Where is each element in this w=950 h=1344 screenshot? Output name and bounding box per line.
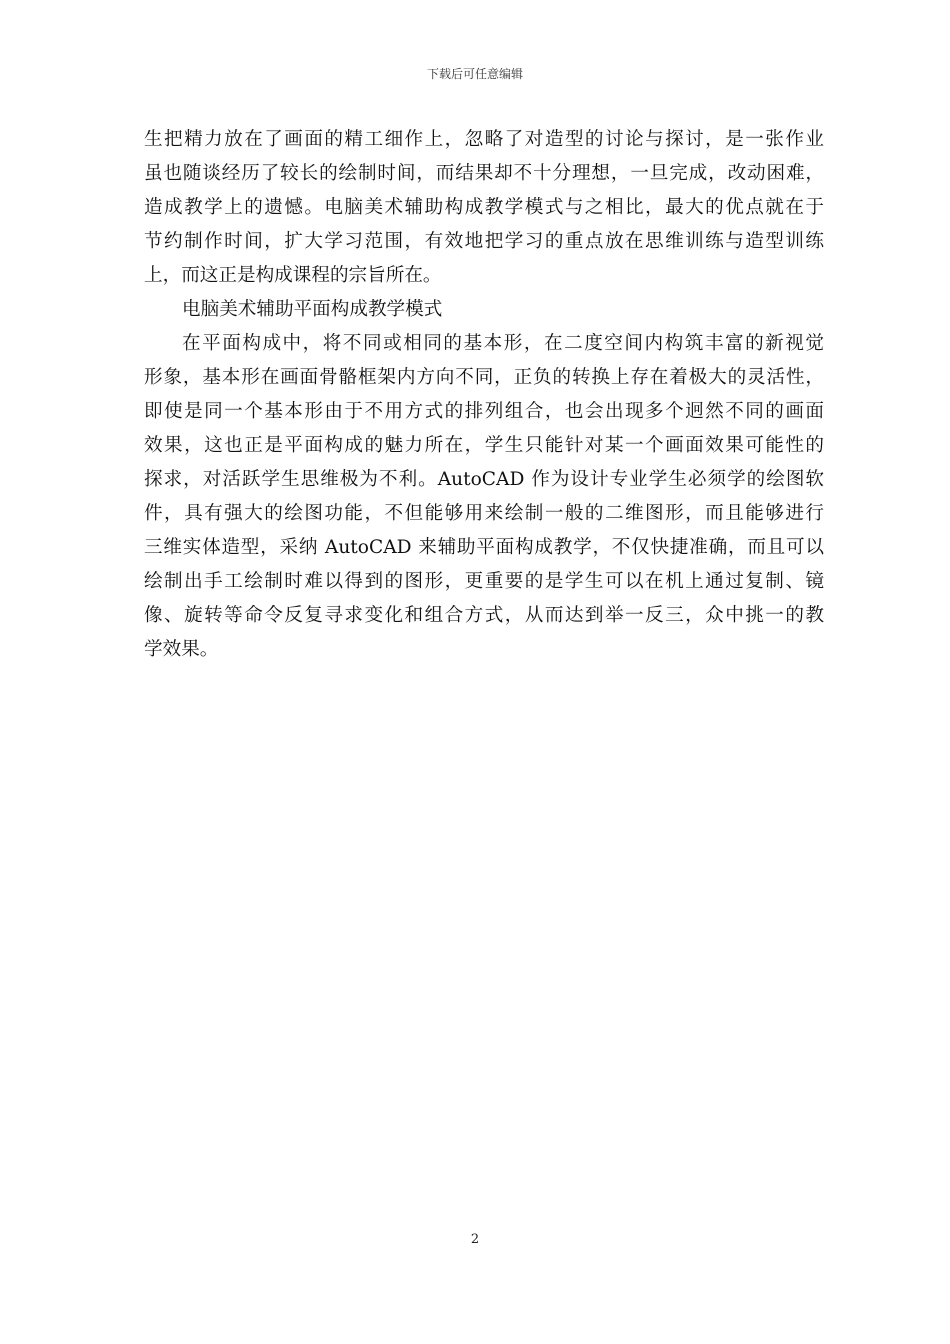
text-line: 在平面构成中，将不同或相同的基本形，在二度空间内构筑丰富的新视觉 xyxy=(182,333,824,354)
text-line: 效果，这也正是平面构成的魅力所在，学生只能针对某一个画面效果可能性的 xyxy=(144,435,824,456)
document-body xyxy=(144,123,824,667)
text-line: 即使是同一个基本形由于不用方式的排列组合，也会出现多个迥然不同的画面 xyxy=(144,401,824,422)
page-header: 下载后可任意编辑 xyxy=(426,67,523,81)
text-line: 造成教学上的遗憾。电脑美术辅助构成教学模式与之相比，最大的优点就在于 xyxy=(144,197,824,218)
section-heading: 电脑美术辅助平面构成教学模式 xyxy=(182,299,443,320)
paragraph-continued xyxy=(144,123,824,293)
page-number: 2 xyxy=(470,1232,480,1247)
text-line: 探求，对活跃学生思维极为不利。AutoCAD 作为设计专业学生必须学的绘图软 xyxy=(144,469,824,490)
text-line: 形象，基本形在画面骨骼框架内方向不同，正负的转换上存在着极大的灵活性， xyxy=(144,367,824,388)
text-line: 节约制作时间，扩大学习范围，有效地把学习的重点放在思维训练与造型训练 xyxy=(144,231,824,252)
text-line: 像、旋转等命令反复寻求变化和组合方式，从而达到举一反三，众中挑一的教 xyxy=(144,605,824,626)
text-line: 件，具有强大的绘图功能，不但能够用来绘制一般的二维图形，而且能够进行 xyxy=(144,503,824,524)
text-line: 学效果。 xyxy=(144,639,219,660)
text-line: 三维实体造型，采纳 AutoCAD 来辅助平面构成教学，不仅快捷准确，而且可以 xyxy=(144,537,824,558)
text-line: 绘制出手工绘制时难以得到的图形，更重要的是学生可以在机上通过复制、镜 xyxy=(144,571,824,592)
paragraph xyxy=(144,327,824,667)
text-line: 生把精力放在了画面的精工细作上，忽略了对造型的讨论与探讨，是一张作业 xyxy=(144,129,824,150)
text-line: 虽也随谈经历了较长的绘制时间，而结果却不十分理想，一旦完成，改动困难， xyxy=(144,163,824,184)
text-line: 上，而这正是构成课程的宗旨所在。 xyxy=(144,265,442,286)
